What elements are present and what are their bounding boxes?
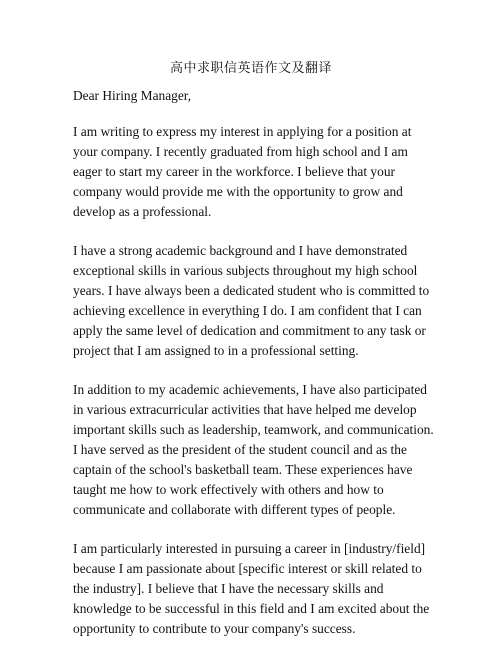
paragraph-line: your company. I recently graduated from high school and I am (73, 144, 408, 159)
paragraph-line: eager to start my career in the workforce. I believe that your (73, 164, 395, 179)
paragraph-line: achieving excellence in everything I do. I am confident that I can (73, 303, 422, 318)
paragraph-line: important skills such as leadership, teamwork, and communication. (73, 422, 434, 437)
letter-body (73, 86, 433, 639)
paragraph-line: the industry]. I believe that I have the necessary skills and (73, 581, 384, 596)
paragraph-line: I have a strong academic background and I have demonstrated (73, 243, 408, 258)
paragraph-line: captain of the school's basketball team. These experiences have (73, 462, 413, 477)
paragraph-line: company would provide me with the opportunity to grow and (73, 184, 403, 199)
paragraph-line: opportunity to contribute to your company's success. (73, 621, 356, 636)
paragraph-line: apply the same level of dedication and commitment to any task or (73, 323, 426, 338)
spacer (73, 520, 433, 539)
paragraph-line: I am particularly interested in pursuing a career in [industry/field] (73, 541, 426, 556)
paragraph-1 (73, 122, 433, 222)
paragraph-line: knowledge to be successful in this field and I am excited about the (73, 601, 430, 616)
paragraph-line: project that I am assigned to in a professional setting. (73, 343, 359, 358)
paragraph-line: exceptional skills in various subjects throughout my high school (73, 263, 418, 278)
paragraph-4 (73, 539, 433, 639)
paragraph-line: in various extracurricular activities that have helped me develop (73, 402, 417, 417)
greeting: Dear Hiring Manager, (73, 88, 192, 103)
document-title: 高中求职信英语作文及翻译 (169, 60, 332, 75)
spacer (73, 106, 433, 122)
paragraph-line: because I am passionate about [specific interest or skill related to (73, 561, 422, 576)
paragraph-line: In addition to my academic achievements, I have also participated (73, 382, 427, 397)
paragraph-line: I am writing to express my interest in applying for a position at (73, 124, 412, 139)
paragraph-line: develop as a professional. (73, 204, 212, 219)
paragraph-line: I have served as the president of the student council and as the (73, 442, 407, 457)
paragraph-2 (73, 241, 433, 361)
paragraph-line: taught me how to work effectively with others and how to (73, 482, 384, 497)
spacer (73, 361, 433, 380)
spacer (73, 222, 433, 241)
paragraph-line: years. I have always been a dedicated student who is committed to (73, 283, 430, 298)
paragraph-3 (73, 380, 433, 520)
paragraph-line: communicate and collaborate with different types of people. (73, 502, 396, 517)
